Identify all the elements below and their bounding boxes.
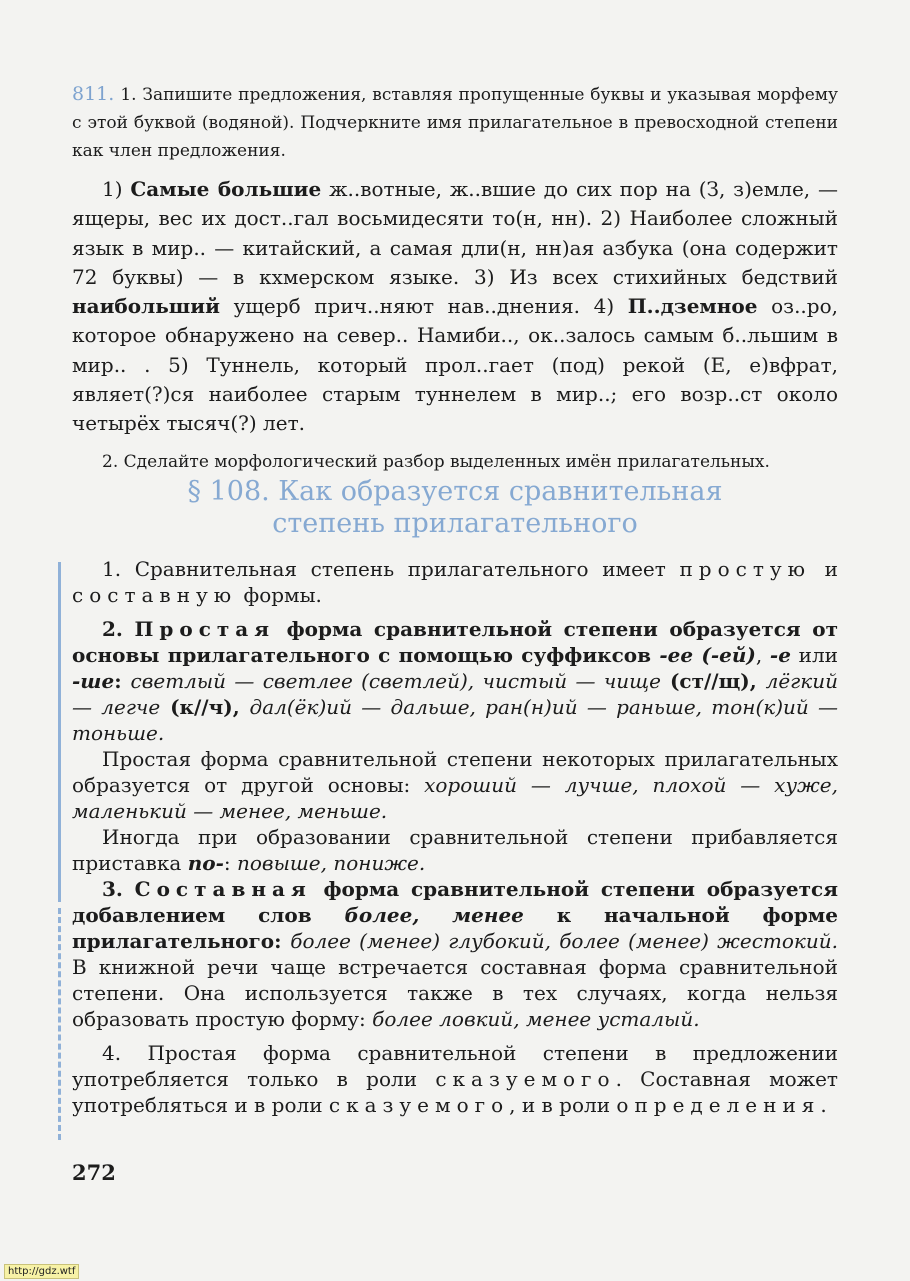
p6-spaced-1: сказуемого (435, 1067, 616, 1091)
theory-p1 (72, 556, 838, 608)
theory-p2 (72, 616, 838, 746)
theory-p6 (72, 1040, 838, 1118)
p1-spaced-2: составную (72, 583, 238, 607)
sentence-2: 2) Наиболее сложный язык в мир.. — китайский, а самая дли(н, нн)ая азбука (она содержит 72 буквы) — в кхмерском языке. (72, 206, 838, 289)
sentence-3b: ущерб прич..няют нав..днения. (219, 294, 581, 319)
p4-colon: : (223, 851, 237, 875)
p2-alternation-1: (ст//щ), (661, 669, 766, 693)
p2-num: 2. (102, 617, 135, 641)
p4-text: Иногда при образовании сравнительной степени прибавляется приставка (72, 825, 838, 875)
sentence-4-bold: П..дземное (627, 294, 758, 319)
sentence-1-num: 1) (102, 177, 123, 201)
section-heading (72, 476, 838, 540)
p2-spaced: Простая (134, 617, 276, 641)
sentence-3-bold: наибольший (72, 294, 220, 319)
sentence-4a: 4) (580, 294, 628, 319)
p5-bold-2: к начальной форме прилагательного: (72, 903, 838, 953)
p5-bold-1: форма сравнительной степени образуется добавлением слов (72, 877, 838, 927)
sentence-4b: оз..ро, которое обнаружено на север.. Намиби.., ок..залось самым б..льшим в мир.. . (72, 294, 838, 377)
p2-comma: , (755, 643, 770, 667)
p6-text-a: 4. Простая форма сравнительной степени в предложении употребляется только в роли (72, 1041, 838, 1091)
task-1-text: 1. Запишите предложения, вставляя пропущенные буквы и указывая морфему с этой буквой (водяной). Подчеркните имя прилагательное в превосходной степени как член предложения. (72, 85, 838, 161)
exercise-task-1 (72, 80, 838, 165)
section-title-line-1: § 108. Как образуется сравнительная (187, 476, 723, 507)
exercise-sentences (72, 175, 838, 439)
p2-example-2: лёгкий — легче (72, 669, 838, 719)
sentence-3a: 3) Из всех стихийных бедствий (459, 264, 838, 289)
p2-colon: : (114, 669, 131, 693)
p5-examples: более (менее) глубокий, более (менее) жестокий. (290, 929, 838, 953)
section-title-line-2: степень прилагательного (272, 508, 638, 539)
theory-text (72, 556, 838, 1118)
p6-spaced-2: сказуемого (328, 1093, 510, 1117)
theory-p4 (72, 824, 838, 876)
rule-margin-dashed-bar (58, 908, 61, 1140)
p6-text-c: , и в роли (509, 1093, 617, 1117)
p6-text-b: . Составная может употребляться и в роли (72, 1067, 838, 1117)
p2-or: или (790, 643, 838, 667)
p1-text-a: 1. Сравнительная степень прилагательного имеет (102, 557, 680, 581)
exercise-number: 811. (72, 83, 115, 105)
sentence-1-bold: Самые большие (130, 177, 322, 201)
theory-p5 (72, 876, 838, 1032)
p4-prefix: по- (187, 851, 224, 875)
p4-examples: повыше, пониже. (237, 851, 426, 875)
p1-text-b: и (811, 557, 839, 581)
exercise-task-2: 2. Сделайте морфологический разбор выделенных имён прилагательных. (102, 451, 770, 472)
p5-examples-2: более ловкий, менее усталый. (372, 1007, 700, 1031)
p2-suffix-4: -ше (72, 669, 115, 693)
p3-text: Простая форма сравнительной степени некоторых прилагательных образуется от другой основы: (72, 747, 838, 797)
sentence-5: 5) Туннель, который прол..гает (под) рекой (Е, е)вфрат, являет(?)ся наиболее старым туннелем в мир..; его возр..ст около четырёх тысяч(?) лет. (72, 352, 839, 436)
theory-p3 (72, 746, 838, 824)
watermark-link[interactable]: http://gdz.wtf (4, 1264, 79, 1279)
p2-suffix-1: -ее (659, 643, 694, 667)
exercise-811 (72, 80, 838, 475)
p2-suffix-2: (-ей) (693, 643, 756, 667)
p5-num: 3. (102, 877, 135, 901)
p2-suffix-3: -е (769, 643, 791, 667)
p2-example-3: дал(ёк)ий — дальше, ран(н)ий — раньше, тон(к)ий — тоньше. (72, 695, 839, 745)
p2-alternation-2: (к//ч), (160, 695, 250, 719)
rule-margin-bar (58, 562, 61, 902)
p2-example-1: светлый — светлее (светлей), чистый — чище (130, 669, 662, 693)
p6-text-d: . (820, 1093, 827, 1117)
p1-text-c: формы. (237, 583, 322, 607)
p3-examples: хороший — лучше, плохой — хуже, маленький — менее, меньше. (72, 773, 838, 823)
p5-rest: В книжной речи чаще встречается составная форма сравнительной степени. Она используется также в тех случаях, когда нельзя образовать простую форму: (72, 955, 838, 1031)
p1-spaced-1: простую (679, 557, 812, 581)
p5-spaced: Составная (134, 877, 312, 901)
p5-words: более, менее (344, 903, 524, 927)
page-number: 272 (72, 1160, 116, 1185)
p2-bold: форма сравнительной степени образуется от основы прилагательного с помощью суффиксов (72, 617, 838, 667)
p6-spaced-3: определения (616, 1093, 821, 1117)
sentences-paragraph (72, 175, 838, 439)
sentence-1: ж..вотные, ж..вшие до сих пор на (З, з)емле, — ящеры, вес их дост..гал восьмидесяти то(н, нн). (72, 177, 838, 231)
